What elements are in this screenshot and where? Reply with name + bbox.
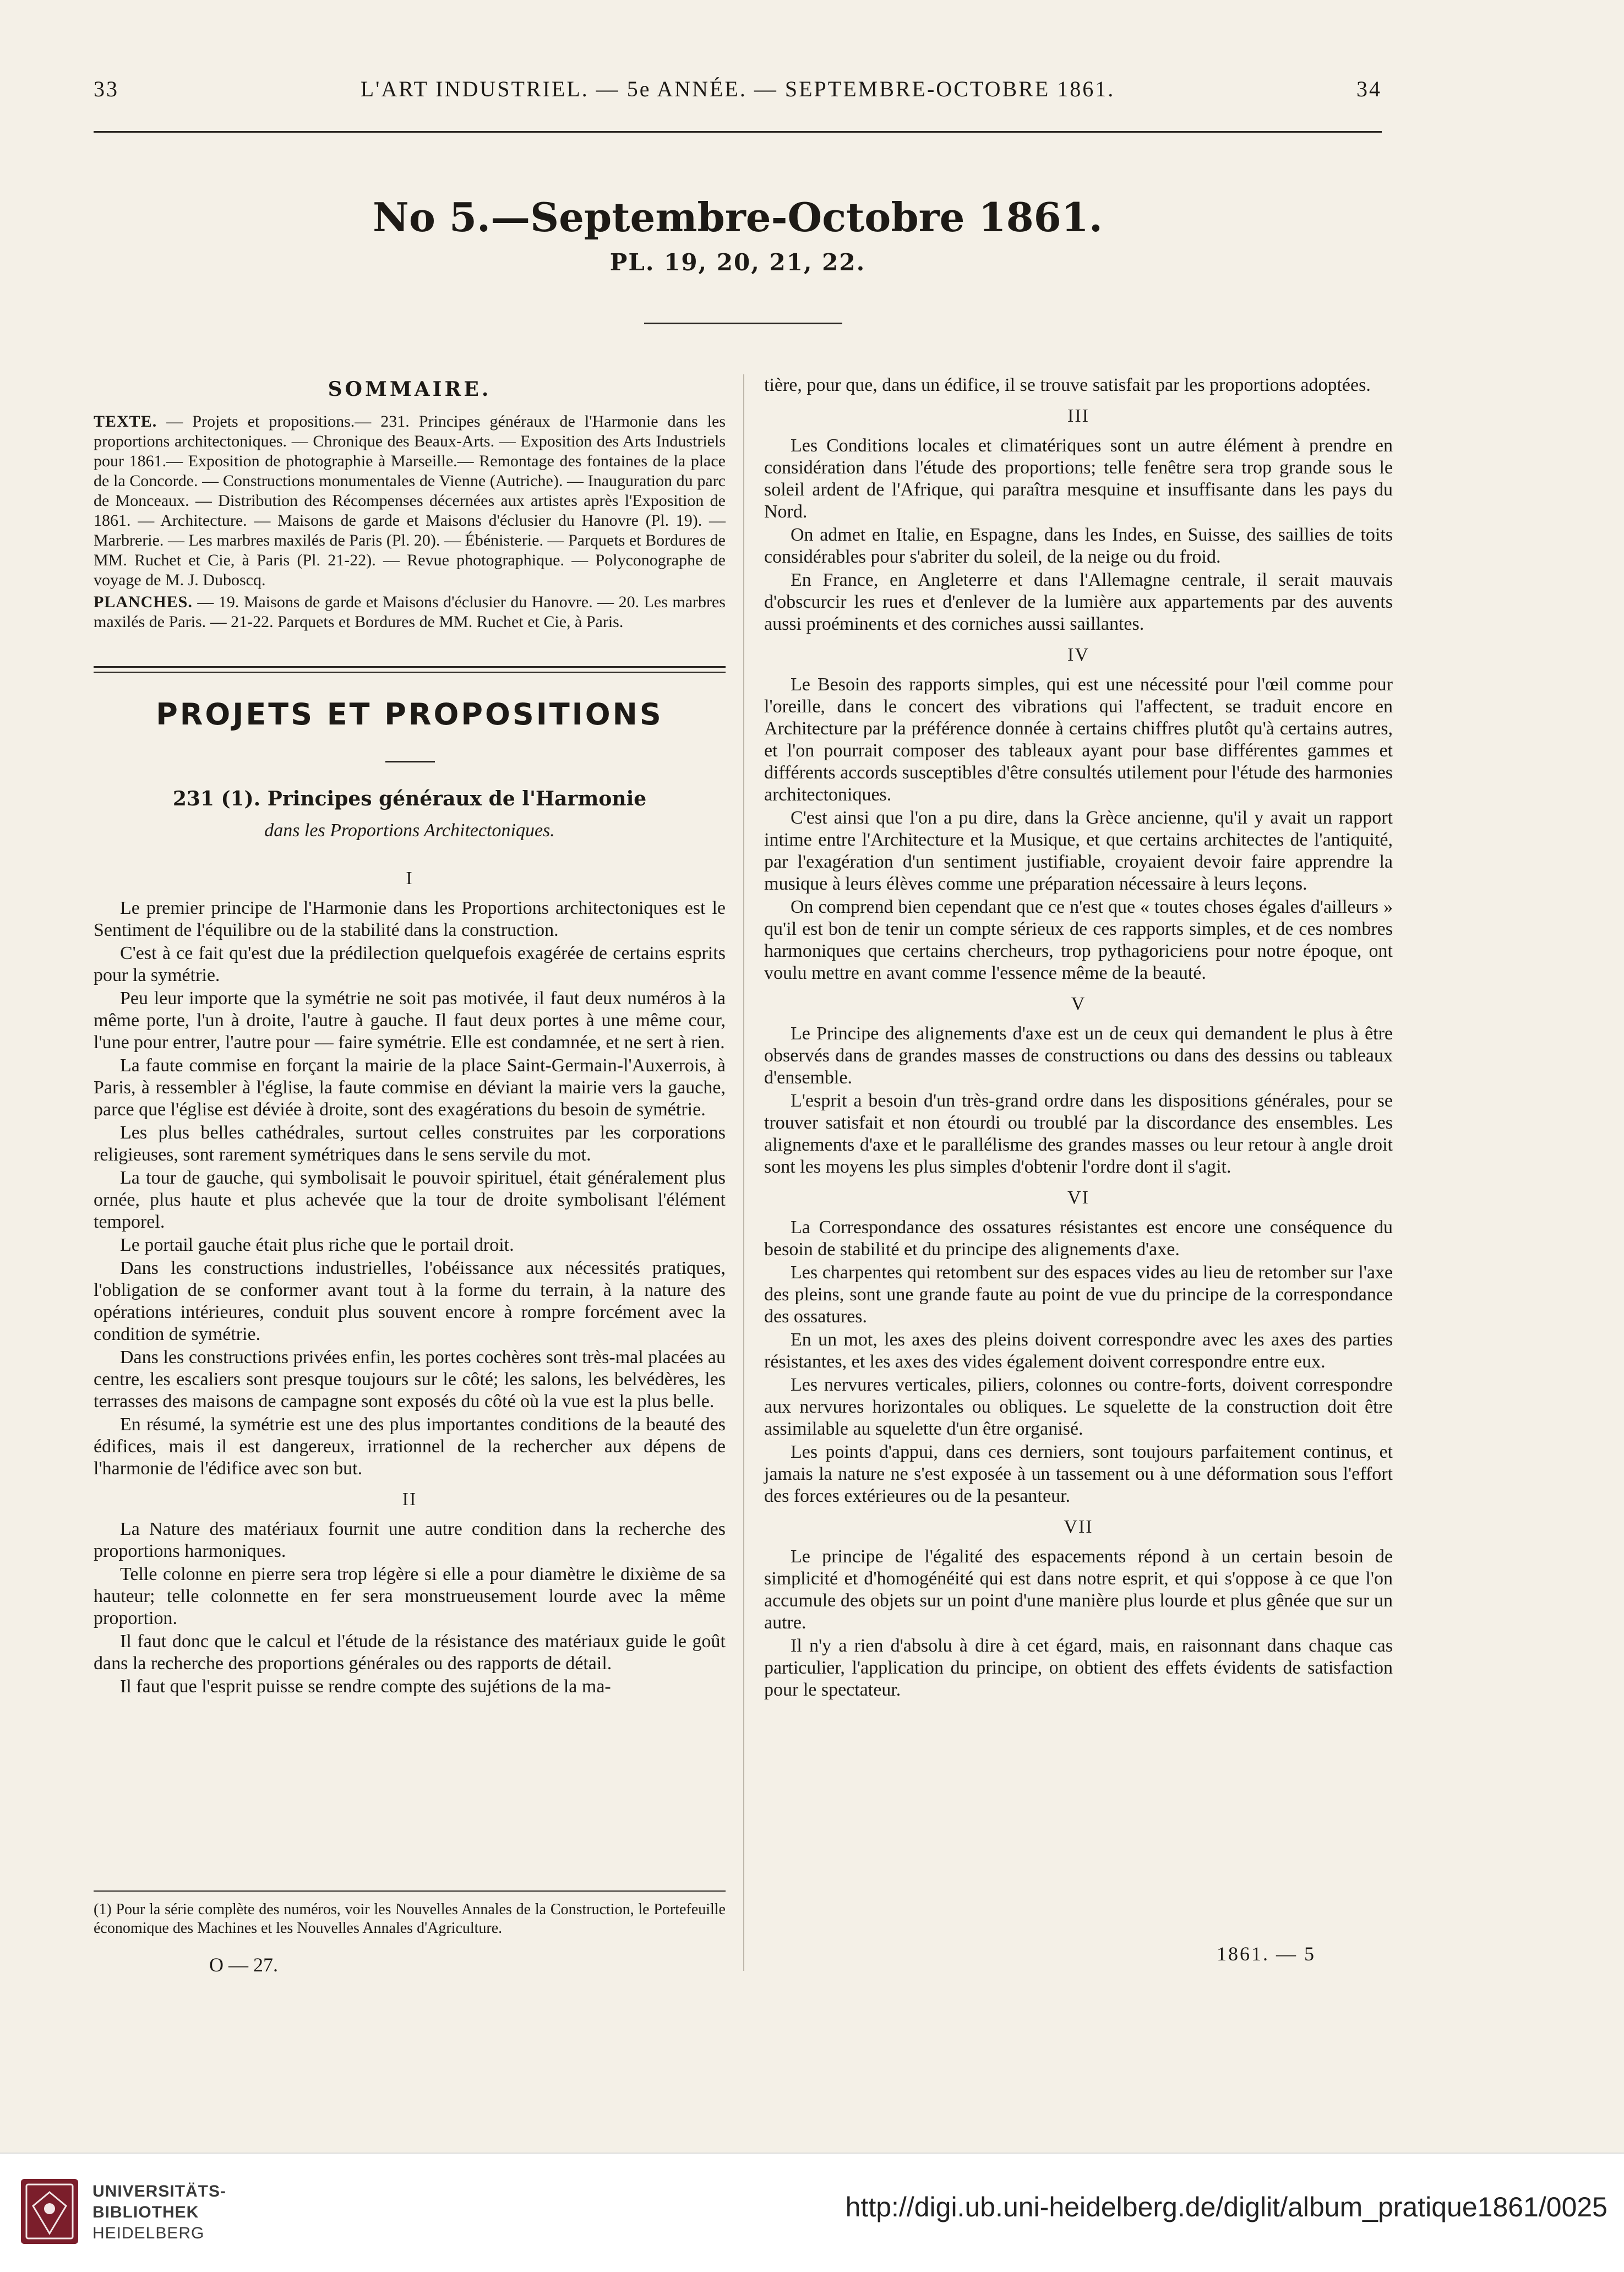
paragraph: En un mot, les axes des pleins doivent correspondre avec les axes des parties résistantes, et les axes des vides également doivent correspondre entre eux. [764, 1330, 1393, 1372]
sommaire-rule-thick [94, 666, 726, 668]
title-rule [644, 323, 842, 324]
library-name [92, 2181, 226, 2244]
paragraph: Il faut que l'esprit puisse se rendre compte des sujétions de la ma- [120, 1676, 611, 1697]
paragraph: Les points d'appui, dans ces derniers, sont toujours parfaitement continus, et jamais la nature ne s'est exposée à un tassement ou à une déformation sous l'effort des forces extérieures ou de la pesanteur. [764, 1442, 1393, 1506]
paragraph: tière, pour que, dans un édifice, il se trouve satisfait par les proportions adoptées. [764, 375, 1371, 395]
paragraph: Les nervures verticales, piliers, colonnes ou contre-forts, doivent correspondre aux nervures horizontales ou obliques. Le squelette de la construction doit être assimilable au squelette d'un être organisé. [764, 1375, 1393, 1439]
library-name-line1: UNIVERSITÄTS- [92, 2182, 227, 2200]
footnote: (1) Pour la série complète des numéros, voir les Nouvelles Annales de la Construction, le Portefeuille économique des Machines et les Nouvelles Annales d'Agriculture. [94, 1901, 726, 1937]
paragraph: Peu leur importe que la symétrie ne soit pas motivée, il faut deux numéros à la même porte, l'un à droite, l'autre à gauche. Il faut deux portes à une même cour, l'une pour entrer, l'autre pour — faire symétrie. Elle est condamnée, et ne sert à rien. [94, 988, 726, 1053]
paragraph: C'est ainsi que l'on a pu dire, dans la Grèce ancienne, qu'il y avait un rapport intime entre l'Architecture et la Musique, et que certains architectes de l'antiquité, par l'exagération d'un sentiment justifiable, croyaient devoir faire apprendre la musique à leurs élèves comme une préparation nécessaire à leurs leçons. [764, 808, 1393, 894]
sommaire-texte-label: TEXTE. [94, 412, 157, 431]
library-name-line2: BIBLIOTHEK [92, 2203, 199, 2221]
paragraph: Le principe de l'égalité des espacements répond à un certain besoin de simplicité et d'homogénéité qui est dans notre esprit, et qui s'oppose à ce que l'on accumule des objets sur un point d'une manière plus lourde et plus gênée que sur un autre. [764, 1546, 1393, 1633]
section-number: I [406, 868, 413, 889]
paragraph: Il n'y a rien d'absolu à dire à cet égard, mais, en raisonnant dans chaque cas particulier, l'application du principe, on obtient des effets évidents de satisfaction pour le spectateur. [764, 1636, 1393, 1700]
paragraph: La Nature des matériaux fournit une autre condition dans la recherche des proportions harmoniques. [94, 1519, 726, 1561]
page-number-left: 33 [94, 77, 119, 101]
running-head [94, 76, 1382, 109]
paragraph: La faute commise en forçant la mairie de la place Saint-Germain-l'Auxerrois, à Paris, à ressembler à l'église, la faute commise en déviant la mairie vers la gauche, parce que l'église est déviée à droite, sont des exagérations du besoin de symétrie. [94, 1055, 726, 1120]
section-number: VI [1067, 1187, 1089, 1208]
journal-title: L'ART INDUSTRIEL. — 5e ANNÉE. — SEPTEMBRE-OCTOBRE 1861. [360, 77, 1115, 101]
sommaire-planches-label: PLANCHES. [94, 593, 193, 611]
paragraph: Dans les constructions industrielles, l'obéissance aux nécessités pratiques, l'obligation de se conformer avant tout à la forme du terrain, à la nature des opérations intérieures, conduit plus souvent encore à rompre forcément avec la condition de symétrie. [94, 1258, 726, 1344]
column-separator [743, 374, 744, 1971]
section-number: IV [1067, 645, 1089, 665]
paragraph: On admet en Italie, en Espagne, dans les Indes, en Suisse, des saillies de toits considérables pour s'abriter du soleil, de la neige ou du froid. [764, 525, 1393, 567]
page-number-right: 34 [1356, 77, 1382, 101]
paragraph: La Correspondance des ossatures résistantes est encore une conséquence du besoin de stabilité et du principe des alignements d'axe. [764, 1217, 1393, 1260]
header-rule [94, 131, 1382, 133]
paragraph: Les charpentes qui retombent sur des espaces vides au lieu de retomber sur l'axe des pleins, sont une grande faute au point de vue du principe de la correspondance des ossatures. [764, 1262, 1393, 1327]
sommaire-planches-body: — 19. Maisons de garde et Maisons d'éclusier du Hanovre. — 20. Les marbres maxilés de Paris. — 21-22. Parquets et Bordures de MM. Ruchet et Cie, à Paris. [94, 593, 726, 631]
paragraph: L'esprit a besoin d'un très-grand ordre dans les dispositions générales, pour se trouver satisfait et non étourdi ou troublé par la discordance des ensembles. Les alignements d'axe et le parallélisme des grandes masses ou leur retour à angle droit sont les moyens les plus simples d'obtenir l'ordre dont il s'agit. [764, 1091, 1393, 1177]
paragraph: On comprend bien cependant que ce n'est que « toutes choses égales d'ailleurs » qu'il est bon de tenir un compte sérieux de ces rapports simples, et de ces nombres harmoniques que certains chercheurs, trop pythagoriciens pour notre époque, ont voulu mettre en avant comme l'essence même de la beauté. [764, 897, 1393, 983]
paragraph: Le portail gauche était plus riche que le portail droit. [120, 1235, 514, 1255]
paragraph: Le Principe des alignements d'axe est un de ceux qui demandent le plus à être observés dans de grandes masses de constructions ou dans des dessins ou tableaux d'ensemble. [764, 1023, 1393, 1088]
article-subheading: dans les Proportions Architectoniques. [264, 820, 555, 841]
library-name-line3: HEIDELBERG [92, 2224, 205, 2242]
section-number: VII [1064, 1517, 1093, 1537]
section-rule [385, 761, 435, 762]
sommaire-title: SOMMAIRE. [328, 378, 492, 401]
permalink-url[interactable]: http://digi.ub.uni-heidelberg.de/diglit/album_pratique1861/0025 [845, 2192, 1607, 2222]
paragraph: En France, en Angleterre et dans l'Allemagne centrale, il serait mauvais d'obscurcir les rues et d'enlever de la lumière aux appartements par des auvents aussi proéminents et des corniches aussi saillantes. [764, 570, 1393, 634]
sommaire [94, 412, 726, 634]
paragraph: Il faut donc que le calcul et l'étude de la résistance des matériaux guide le goût dans la recherche des proportions générales ou des rapports de détail. [94, 1631, 726, 1674]
footnote-rule [94, 1890, 726, 1892]
sommaire-planches [94, 592, 726, 632]
section-number: II [402, 1489, 417, 1510]
paragraph: C'est à ce fait qu'est due la prédilection quelquefois exagérée de certains esprits pour la symétrie. [94, 943, 726, 985]
paragraph: Les Conditions locales et climatériques sont un autre élément à prendre en considération dans l'étude des proportions; telle fenêtre sera trop grande sous le soleil ardent de l'Afrique, qui paraîtra mesquine et insuffisante dans les pays du Nord. [764, 435, 1393, 522]
paragraph: Le Besoin des rapports simples, qui est une nécessité pour l'œil comme pour l'oreille, dans le concert des vibrations qui l'affectent, se traduit encore en Architecture par la préférence donnée à certains chiffres plutôt qu'à certains autres, et l'on pourrait composer des tableaux ayant pour base différentes gammes et différents accords susceptibles d'être consultés utilement pour l'étude des harmonies architectoniques. [764, 674, 1393, 805]
right-column-text [764, 374, 1393, 1701]
sommaire-rule-thin [94, 672, 726, 673]
viewer-footer [0, 2153, 1624, 2272]
issue-title: No 5.—Septembre-Octobre 1861. [373, 194, 1103, 241]
article-heading: 231 (1). Principes généraux de l'Harmonie [172, 787, 647, 810]
section-title: PROJETS ET PROPOSITIONS [156, 697, 663, 732]
section-number: V [1071, 994, 1086, 1014]
section-number: III [1067, 406, 1089, 426]
paragraph: Les plus belles cathédrales, surtout celles construites par les corporations religieuses, sont rarement symétriques dans le sens servile du mot. [94, 1123, 726, 1165]
paragraph: Telle colonne en pierre sera trop légère si elle a pour diamètre le dixième de sa hauteur; telle colonnette en fer sera monstrueusement lourde avec la même proportion. [94, 1564, 726, 1628]
university-seal-icon [17, 2176, 83, 2247]
sommaire-texte-body: — Projets et propositions.— 231. Principes généraux de l'Harmonie dans les proportions architectoniques. — Chronique des Beaux-Arts. — Exposition des Arts Industriels pour 1861.— Exposition de photographie à Marseille.— Remontage des fontaines de la place de la Concorde. — Constructions monumentales de Vienne (Autriche). — Inauguration du parc de Monceaux. — Distribution des Récompenses décernées aux artistes après l'Exposition de 1861. — Architecture. — Maisons de garde et Maisons d'éclusier du Hanovre (Pl. 19). — Marbrerie. — Les marbres maxilés de Paris (Pl. 20). — Ébénisterie. — Parquets et Bordures de MM. Ruchet et Cie, à Paris (Pl. 21-22). — Revue photographique. — Polyconographe de voyage de M. J. Duboscq. [94, 412, 726, 589]
paragraph: En résumé, la symétrie est une des plus importantes conditions de la beauté des édifices, mais il est dangereux, irrationnel de la rechercher aux dépens de l'harmonie de l'édifice avec son but. [94, 1414, 726, 1479]
paragraph: Le premier principe de l'Harmonie dans les Proportions architectoniques est le Sentiment de l'équilibre ou de la stabilité dans la construction. [94, 898, 726, 940]
left-column-text [94, 859, 726, 1698]
signature-left: O — 27. [209, 1954, 278, 1976]
sommaire-texte [94, 412, 726, 590]
issue-plates: PL. 19, 20, 21, 22. [609, 249, 866, 276]
signature-right: 1861. — 5 [1217, 1943, 1316, 1965]
paragraph: Dans les constructions privées enfin, les portes cochères sont très-mal placées au centre, les escaliers sont presque toujours sur le côté; les salons, les belvédères, les terrasses des maisons de campagne sont exposés du côté où la vue est la plus belle. [94, 1347, 726, 1412]
paragraph: La tour de gauche, qui symbolisait le pouvoir spirituel, était généralement plus ornée, plus haute et plus achevée que la tour de droite symbolisant l'élément temporel. [94, 1168, 726, 1232]
